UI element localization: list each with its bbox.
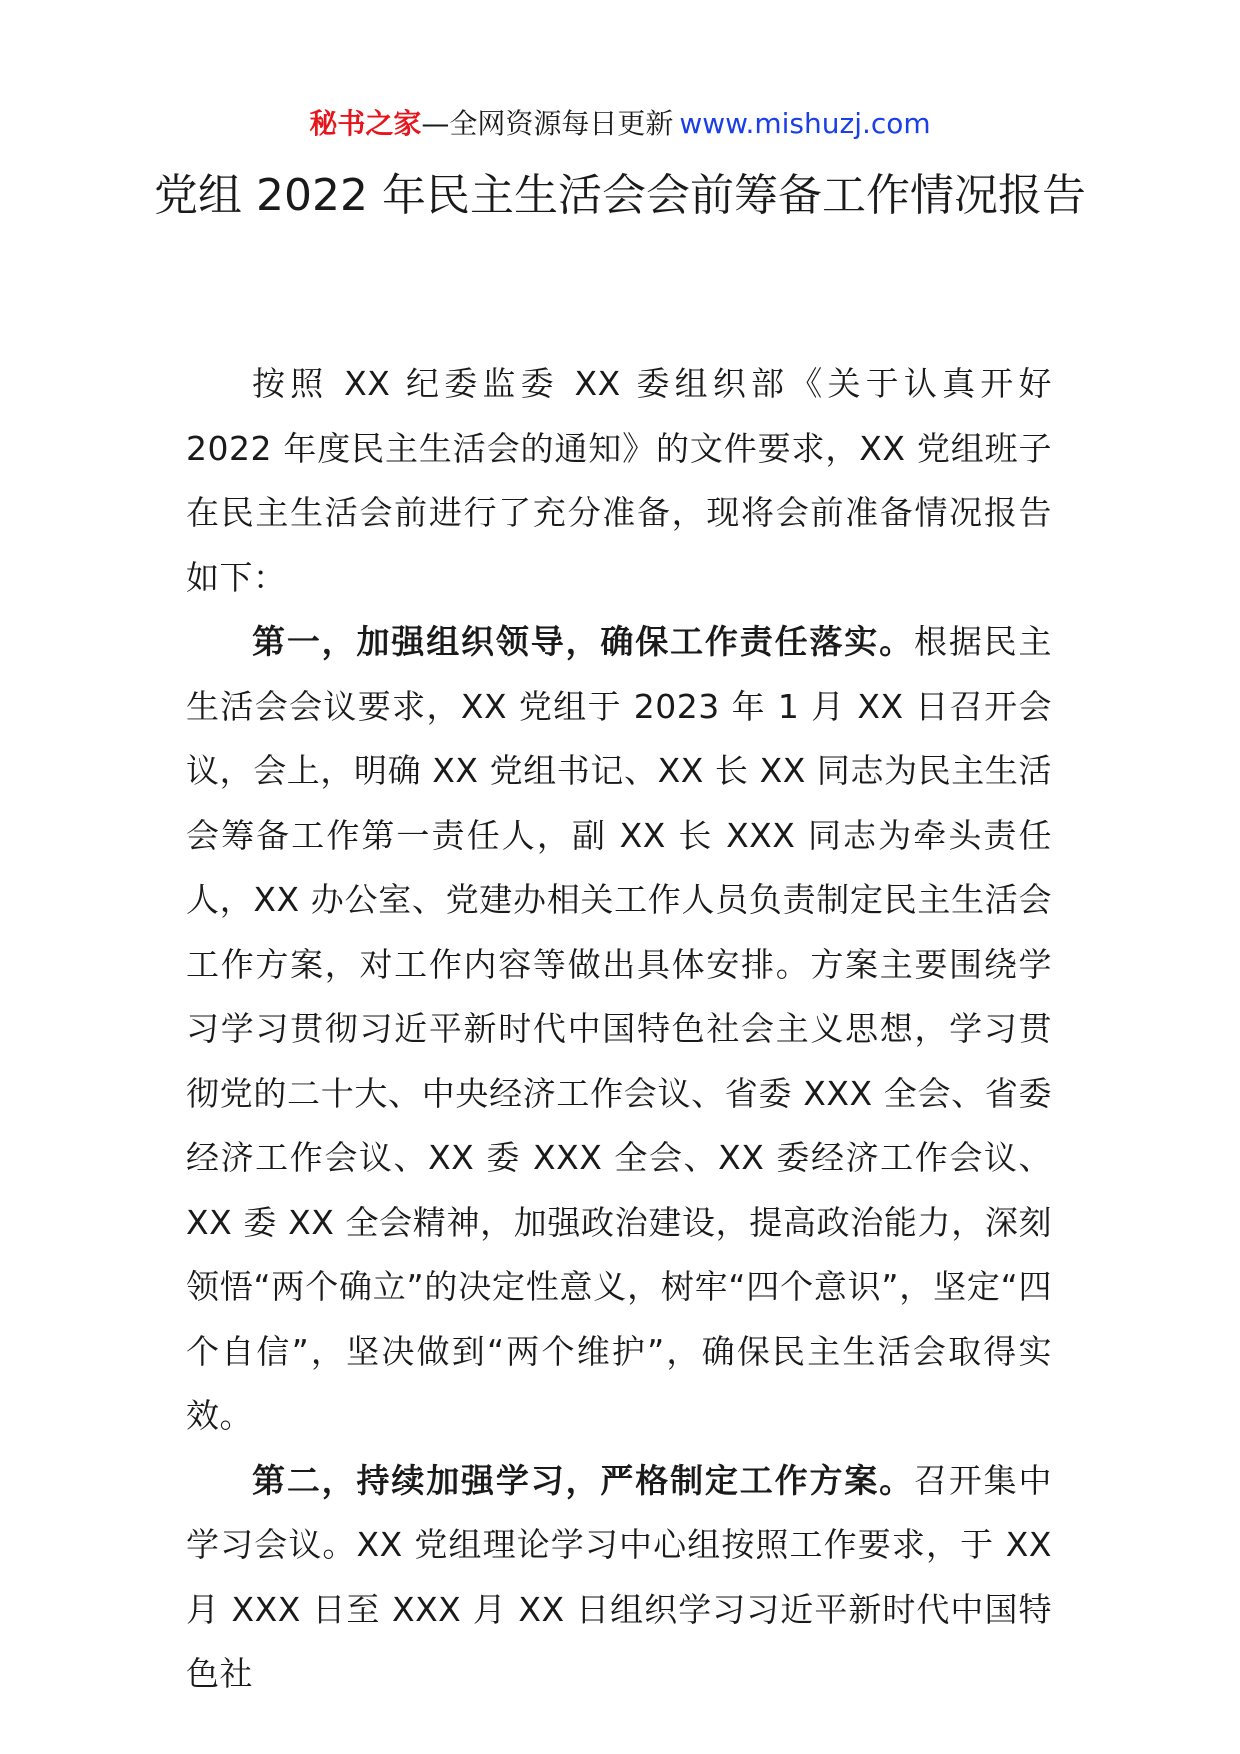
paragraph-lead: 第一，加强组织领导，确保工作责任落实。 [252, 622, 914, 661]
paragraph-second [186, 1449, 1052, 1707]
paragraph-intro [186, 352, 1052, 610]
paragraph-text: 根据民主生活会会议要求，XX 党组于 2023 年 1 月 XX 日召开会议，会上，明确 XX 党组书记、XX 长 XX 同志为民主生活会筹备工作第一责任人，副 XX 长 XXX 同志为牵头责任人，XX 办公室、党建办相关工作人员负责制定民主生活会工作方案，对工作内容等做出具体安排。方案主要围绕学习学习贯彻习近平新时代中国特色社会主义思想，学习贯彻党的二十大、中央经济工作会议、省委 XXX 全会、省委经济工作会议、XX 委 XXX 全会、XX 委经济工作会议、XX 委 XX 全会精神，加强政治建设，提高政治能力，深刻领悟“两个确立”的决定性意义，树牢“四个意识”，坚定“四个自信”，坚决做到“两个维护”，确保民主生活会取得实效。 [186, 622, 1053, 1435]
document-body [186, 352, 1052, 1707]
watermark-brand: 秘书之家 [309, 107, 422, 140]
document-title: 党组 2022 年民主生活会会前筹备工作情况报告 [154, 170, 1086, 221]
paragraph-lead: 第二，持续加强学习，严格制定工作方案。 [252, 1460, 914, 1500]
paragraph-first [186, 610, 1052, 1449]
watermark-header [0, 104, 1240, 144]
paragraph-text: 按照 XX 纪委监委 XX 委组织部《关于认真开好 2022 年度民主生活会的通知》的文件要求，XX 党组班子在民主生活会前进行了充分准备，现将会前准备情况报告如下： [186, 364, 1052, 597]
paragraph-text: 召开集中学习会议。XX 党组理论学习中心组按照工作要求，于 XX 月 XXX 日至 XXX 月 XX 日组织学习习近平新时代中国特色社 [186, 1460, 1053, 1693]
watermark-url[interactable]: www.mishuzj.com [679, 107, 931, 140]
watermark-slogan: —全网资源每日更新 [421, 107, 674, 140]
